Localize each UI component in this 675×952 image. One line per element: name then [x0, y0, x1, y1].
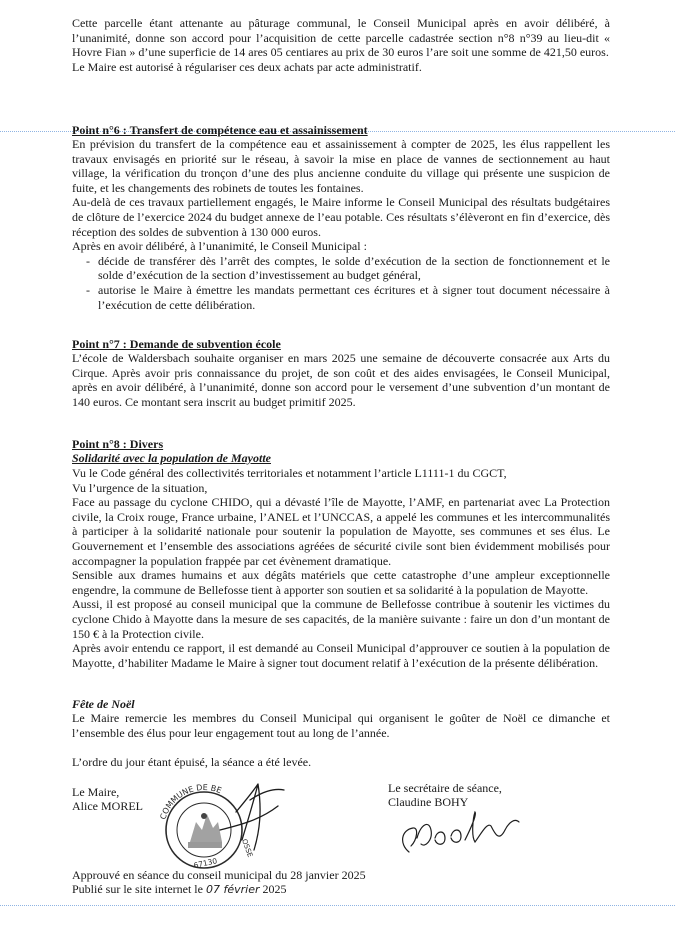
- bullet-text: autorise le Maire à émettre les mandats permettant ces écritures et à signer tout document nécessaire à l’exécution de cette délibération.: [98, 282, 610, 312]
- point8-section: [72, 466, 610, 670]
- mayotte-subheading: Solidarité avec la population de Mayotte: [72, 451, 271, 465]
- handwritten-date: 07 février: [205, 883, 260, 896]
- point7-section: [72, 351, 610, 409]
- point6-paragraph-1: En prévision du transfert de la compétence eau et assainissement à compter de 2025, les élus rappellent les travaux envisagés en priorité sur le réseau, à savoir la mise en place de vannes de sectionnement au haut village, la vérification du tronçon d’une des plus ancienne conduite du village qui présente une suspicion de fuite, et les changements des robinets de toutes les fontaines.: [72, 137, 610, 195]
- intro-paragraph: Cette parcelle étant attenante au pâturage communal, le Conseil Municipal après en avoir délibéré, à l’unanimité, donne son accord pour l’acquisition de cette parcelle cadastrée section n°8 n°39 au lieu-dit « Hovre Fian » d’une superficie de 14 ares 05 centiares au prix de 30 euros l’are soit une somme de 421,50 euros.: [72, 16, 610, 60]
- point6-bullet-list: [72, 254, 610, 312]
- bullet-text: décide de transférer dès l’arrêt des comptes, le solde d’exécution de la section de fonctionnement et le solde d’exécution de la section d’investissement au budget général,: [98, 253, 610, 283]
- mayotte-paragraph-3: Aussi, il est proposé au conseil municipal que la commune de Bellefosse contribue à soutenir les victimes du cyclone Chido à Mayotte dans la mesure de ses capacités, de la manière suivante : faire un don d’un montant de 150 € à la Protection civile.: [72, 597, 610, 641]
- intro-authorization: Le Maire est autorisé à régulariser ces deux achats par acte administratif.: [72, 59, 422, 74]
- secretary-name: Claudine BOHY: [388, 795, 469, 809]
- bullet-marker: -: [86, 282, 90, 297]
- mayor-title: Le Maire,: [72, 785, 120, 799]
- list-item: [72, 283, 610, 312]
- publication-line: [72, 882, 286, 897]
- point6-section: [72, 137, 610, 312]
- point6-paragraph-3: Après en avoir délibéré, à l’unanimité, le Conseil Municipal :: [72, 239, 367, 254]
- publication-prefix: Publié sur le site internet le: [72, 882, 203, 896]
- municipal-stamp-seal: [150, 770, 300, 870]
- mayotte-paragraph-1: Face au passage du cyclone CHIDO, qui a dévasté l’île de Mayotte, l’AMF, en partenariat avec La Protection civile, la Croix rouge, France urbaine, l’ANEL et l’UNCCAS, a appelé les communes et les intercommunalités à participer à la solidarité nationale pour soutenir la population de Mayotte, ses communes et ses élus. Le Gouvernement et l’ensemble des associations agréées de sécurité civile sont bien évidemment mobilisés pour accompagner la population frappée par cet évènement dramatique.: [72, 495, 610, 568]
- mayotte-paragraph-2: Sensible aux drames humains et aux dégâts matériels que cette catastrophe d’une ampleur exceptionnelle engendre, la commune de Bellefosse tient à apporter son soutien et sa solidarité à la population de Mayotte.: [72, 568, 610, 597]
- secretary-signature-block: [388, 781, 502, 809]
- bullet-marker: -: [86, 253, 90, 268]
- noel-subheading: Fête de Noël: [72, 697, 135, 711]
- closing-text: L’ordre du jour étant épuisé, la séance a été levée.: [72, 755, 312, 769]
- approval-line: [72, 868, 366, 882]
- point6-heading: Point n°6 : Transfert de compétence eau et assainissement: [72, 123, 368, 137]
- point8-heading: Point n°8 : Divers: [72, 437, 164, 451]
- bottom-divider: [0, 905, 675, 906]
- stamp-top-text: COMMUNE DE BE: [158, 782, 223, 821]
- urgency-line: Vu l’urgence de la situation,: [72, 480, 208, 495]
- stamp-bottom-text: 67130: [192, 856, 218, 870]
- point6-paragraph-2: Au-delà de ces travaux partiellement engagés, le Maire informe le Conseil Municipal des résultats budgétaires de clôture de l’exercice 2024 du budget annexe de l’eau potable. Ces résultats s’élèveront en fin d’exercice, dès réception des soldes de subvention à 130 000 euros.: [72, 195, 610, 239]
- mayor-name-block: [72, 799, 143, 813]
- noel-paragraph: Le Maire remercie les membres du Conseil Municipal qui organisent le goûter de Noël ce dimanche et l’ensemble des élus pour leur engagement tout au long de l’année.: [72, 711, 610, 740]
- secretary-title: Le secrétaire de séance,: [388, 781, 502, 795]
- noel-section: [72, 711, 610, 740]
- point7-paragraph: L’école de Waldersbach souhaite organiser en mars 2025 une semaine de découverte consacrée aux Arts du Cirque. Après avoir pris connaissance du projet, de son coût et des aides envisagées, le Conseil Municipal, après en avoir délibéré, à l’unanimité, donne son accord pour le versement d’une subvention d’un montant de 140 euros. Ce montant sera inscrit au budget primitif 2025.: [72, 351, 610, 409]
- closing-line: [72, 755, 610, 770]
- mayor-name: Alice MOREL: [72, 799, 143, 813]
- list-item: [72, 254, 610, 283]
- secretary-handwritten-signature: [395, 808, 525, 868]
- mayotte-paragraph-4: Après avoir entendu ce rapport, il est demandé au Conseil Municipal d’approuver ce soutien à la population de Mayotte, d’habiliter Madame le Maire à signer tout document relatif à l’exécution de la présente délibération.: [72, 641, 610, 670]
- legal-reference: Vu le Code général des collectivités territoriales et notamment l’article L1111-1 du CGCT,: [72, 466, 507, 480]
- approval-text: Approuvé en séance du conseil municipal du 28 janvier 2025: [72, 868, 366, 882]
- stamp-right-text: OSSE: [240, 837, 255, 859]
- publication-year: 2025: [262, 882, 287, 896]
- point7-heading: Point n°7 : Demande de subvention école: [72, 337, 281, 351]
- intro-section: [72, 16, 610, 74]
- mayor-signature-block: [72, 785, 119, 799]
